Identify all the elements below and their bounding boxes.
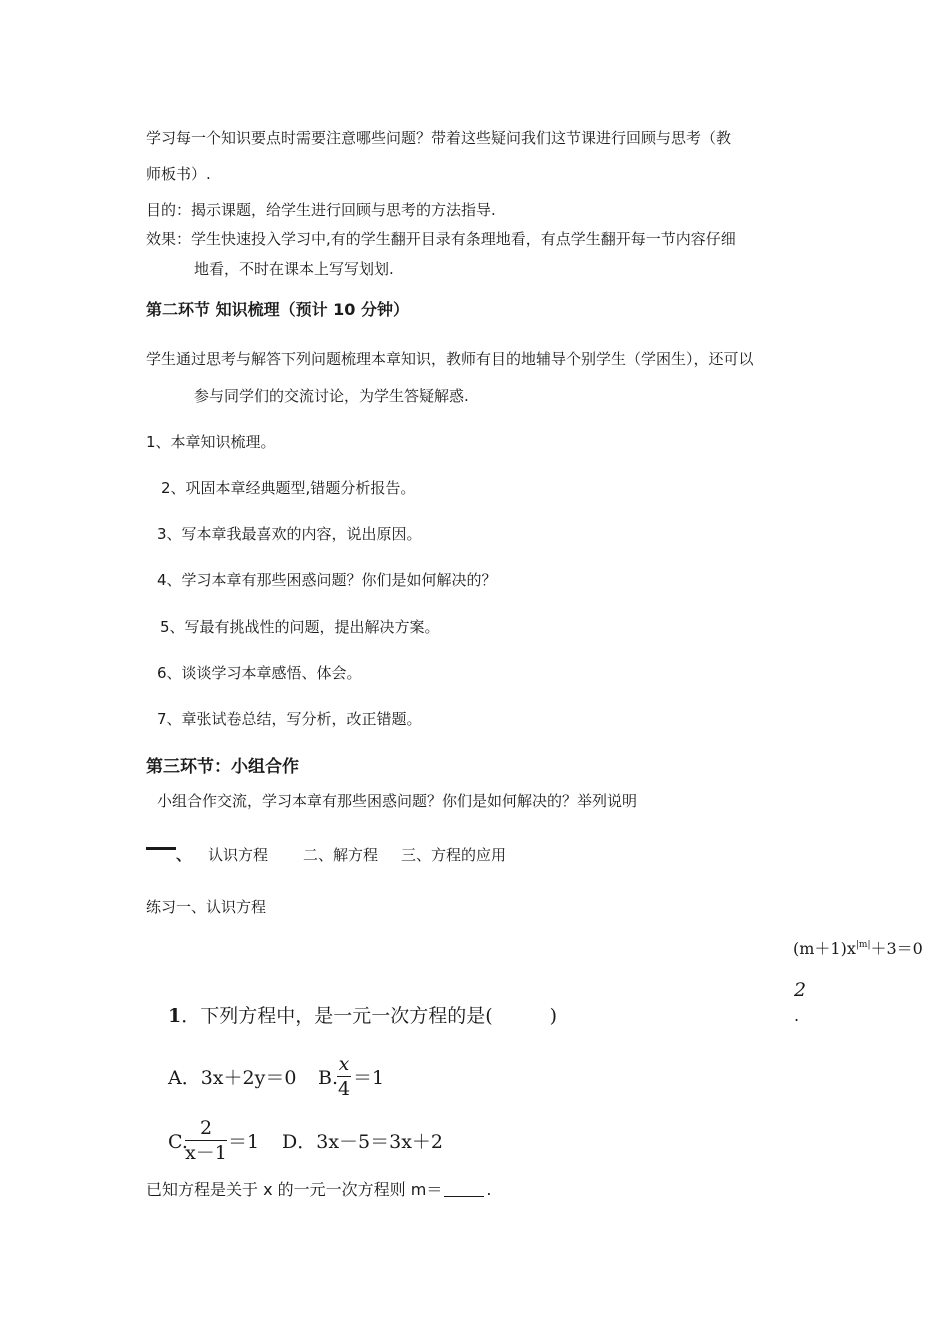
option-b-numerator: x (338, 1053, 350, 1075)
section-3-para: 小组合作交流，学习本章有那些困惑问题？你们是如何解决的？举列说明 (157, 792, 638, 810)
answer-blank[interactable] (444, 1180, 484, 1197)
topic-separator: 、 (176, 846, 192, 864)
list-item: 5、写最有挑战性的问题，提出解决方案。 (160, 618, 440, 636)
option-b-rhs: ＝1 (353, 1067, 385, 1089)
practice-title: 练习一、认识方程 (146, 898, 267, 916)
question-2-text: 已知方程是关于 x 的一元一次方程则 m＝ (146, 1180, 443, 1199)
list-item: 7、章张试卷总结，写分析，改正错题。 (157, 710, 422, 728)
question-1-stem (168, 1004, 557, 1028)
list-item: 2、巩固本章经典题型,错题分析报告。 (161, 479, 416, 497)
option-b-label: B. (318, 1067, 339, 1089)
effect-line-1: 效果：学生快速投入学习中,有的学生翻开目录有条理地看，有点学生翻开每一节内容仔细 (146, 230, 736, 248)
topic-2: 二、解方程 (303, 846, 379, 864)
question-1-text: ．下列方程中，是一元一次方程的是( ) (181, 1005, 558, 1027)
side-equation-exponent: |m| (855, 940, 871, 950)
side-equation-lhs: (m＋1)x (793, 939, 856, 958)
list-item: 3、写本章我最喜欢的内容，说出原因。 (157, 525, 422, 543)
list-item: 4、学习本章有那些困惑问题？你们是如何解决的？ (157, 571, 497, 589)
option-c-label: C. (168, 1131, 188, 1153)
section-3-heading: 第三环节：小组合作 (146, 757, 299, 777)
intro-line-2: 师板书）. (146, 165, 211, 183)
list-item: 6、谈谈学习本章感悟、体会。 (157, 664, 362, 682)
option-d: D．3x－5＝3x＋2 (282, 1131, 444, 1153)
topic-1: 认识方程 (208, 846, 269, 864)
option-c-fraction (185, 1117, 227, 1164)
option-a: A．3x＋2y＝0 (168, 1067, 297, 1089)
option-c-denominator: x－1 (185, 1142, 227, 1164)
section-2-para-2: 参与同学们的交流讨论，为学生答疑解惑. (194, 387, 469, 405)
side-mark: 2 (794, 979, 807, 1001)
topic-3: 三、方程的应用 (401, 846, 507, 864)
option-c-numerator: 2 (199, 1117, 213, 1139)
option-c-rhs: ＝1 (228, 1131, 260, 1153)
effect-line-2: 地看，不时在课本上写写划划. (194, 260, 394, 278)
option-b-fraction (337, 1053, 351, 1100)
side-equation-rhs: ＋3＝0 (870, 939, 923, 958)
question-2-end: . (486, 1180, 492, 1199)
section-2-para-1: 学生通过思考与解答下列问题梳理本章知识，教师有目的地辅导个别学生（学困生），还可以 (146, 350, 754, 368)
purpose-text: 目的：揭示课题，给学生进行回顾与思考的方法指导. (146, 201, 496, 219)
fraction-bar (185, 1140, 227, 1141)
chapter-one-numeral (146, 847, 176, 850)
option-b-denominator: 4 (337, 1078, 351, 1100)
list-item: 1、本章知识梳理。 (146, 433, 276, 451)
intro-line-1: 学习每一个知识要点时需要注意哪些问题？带着这些疑问我们这节课进行回顾与思考（教 (146, 129, 732, 147)
question-2 (146, 1180, 491, 1200)
side-dot: . (794, 1006, 800, 1025)
question-1-number: 1 (168, 1005, 182, 1027)
fraction-bar (337, 1076, 351, 1077)
side-equation (793, 935, 923, 959)
section-2-heading: 第二环节 知识梳理（预计 10 分钟） (146, 300, 409, 319)
